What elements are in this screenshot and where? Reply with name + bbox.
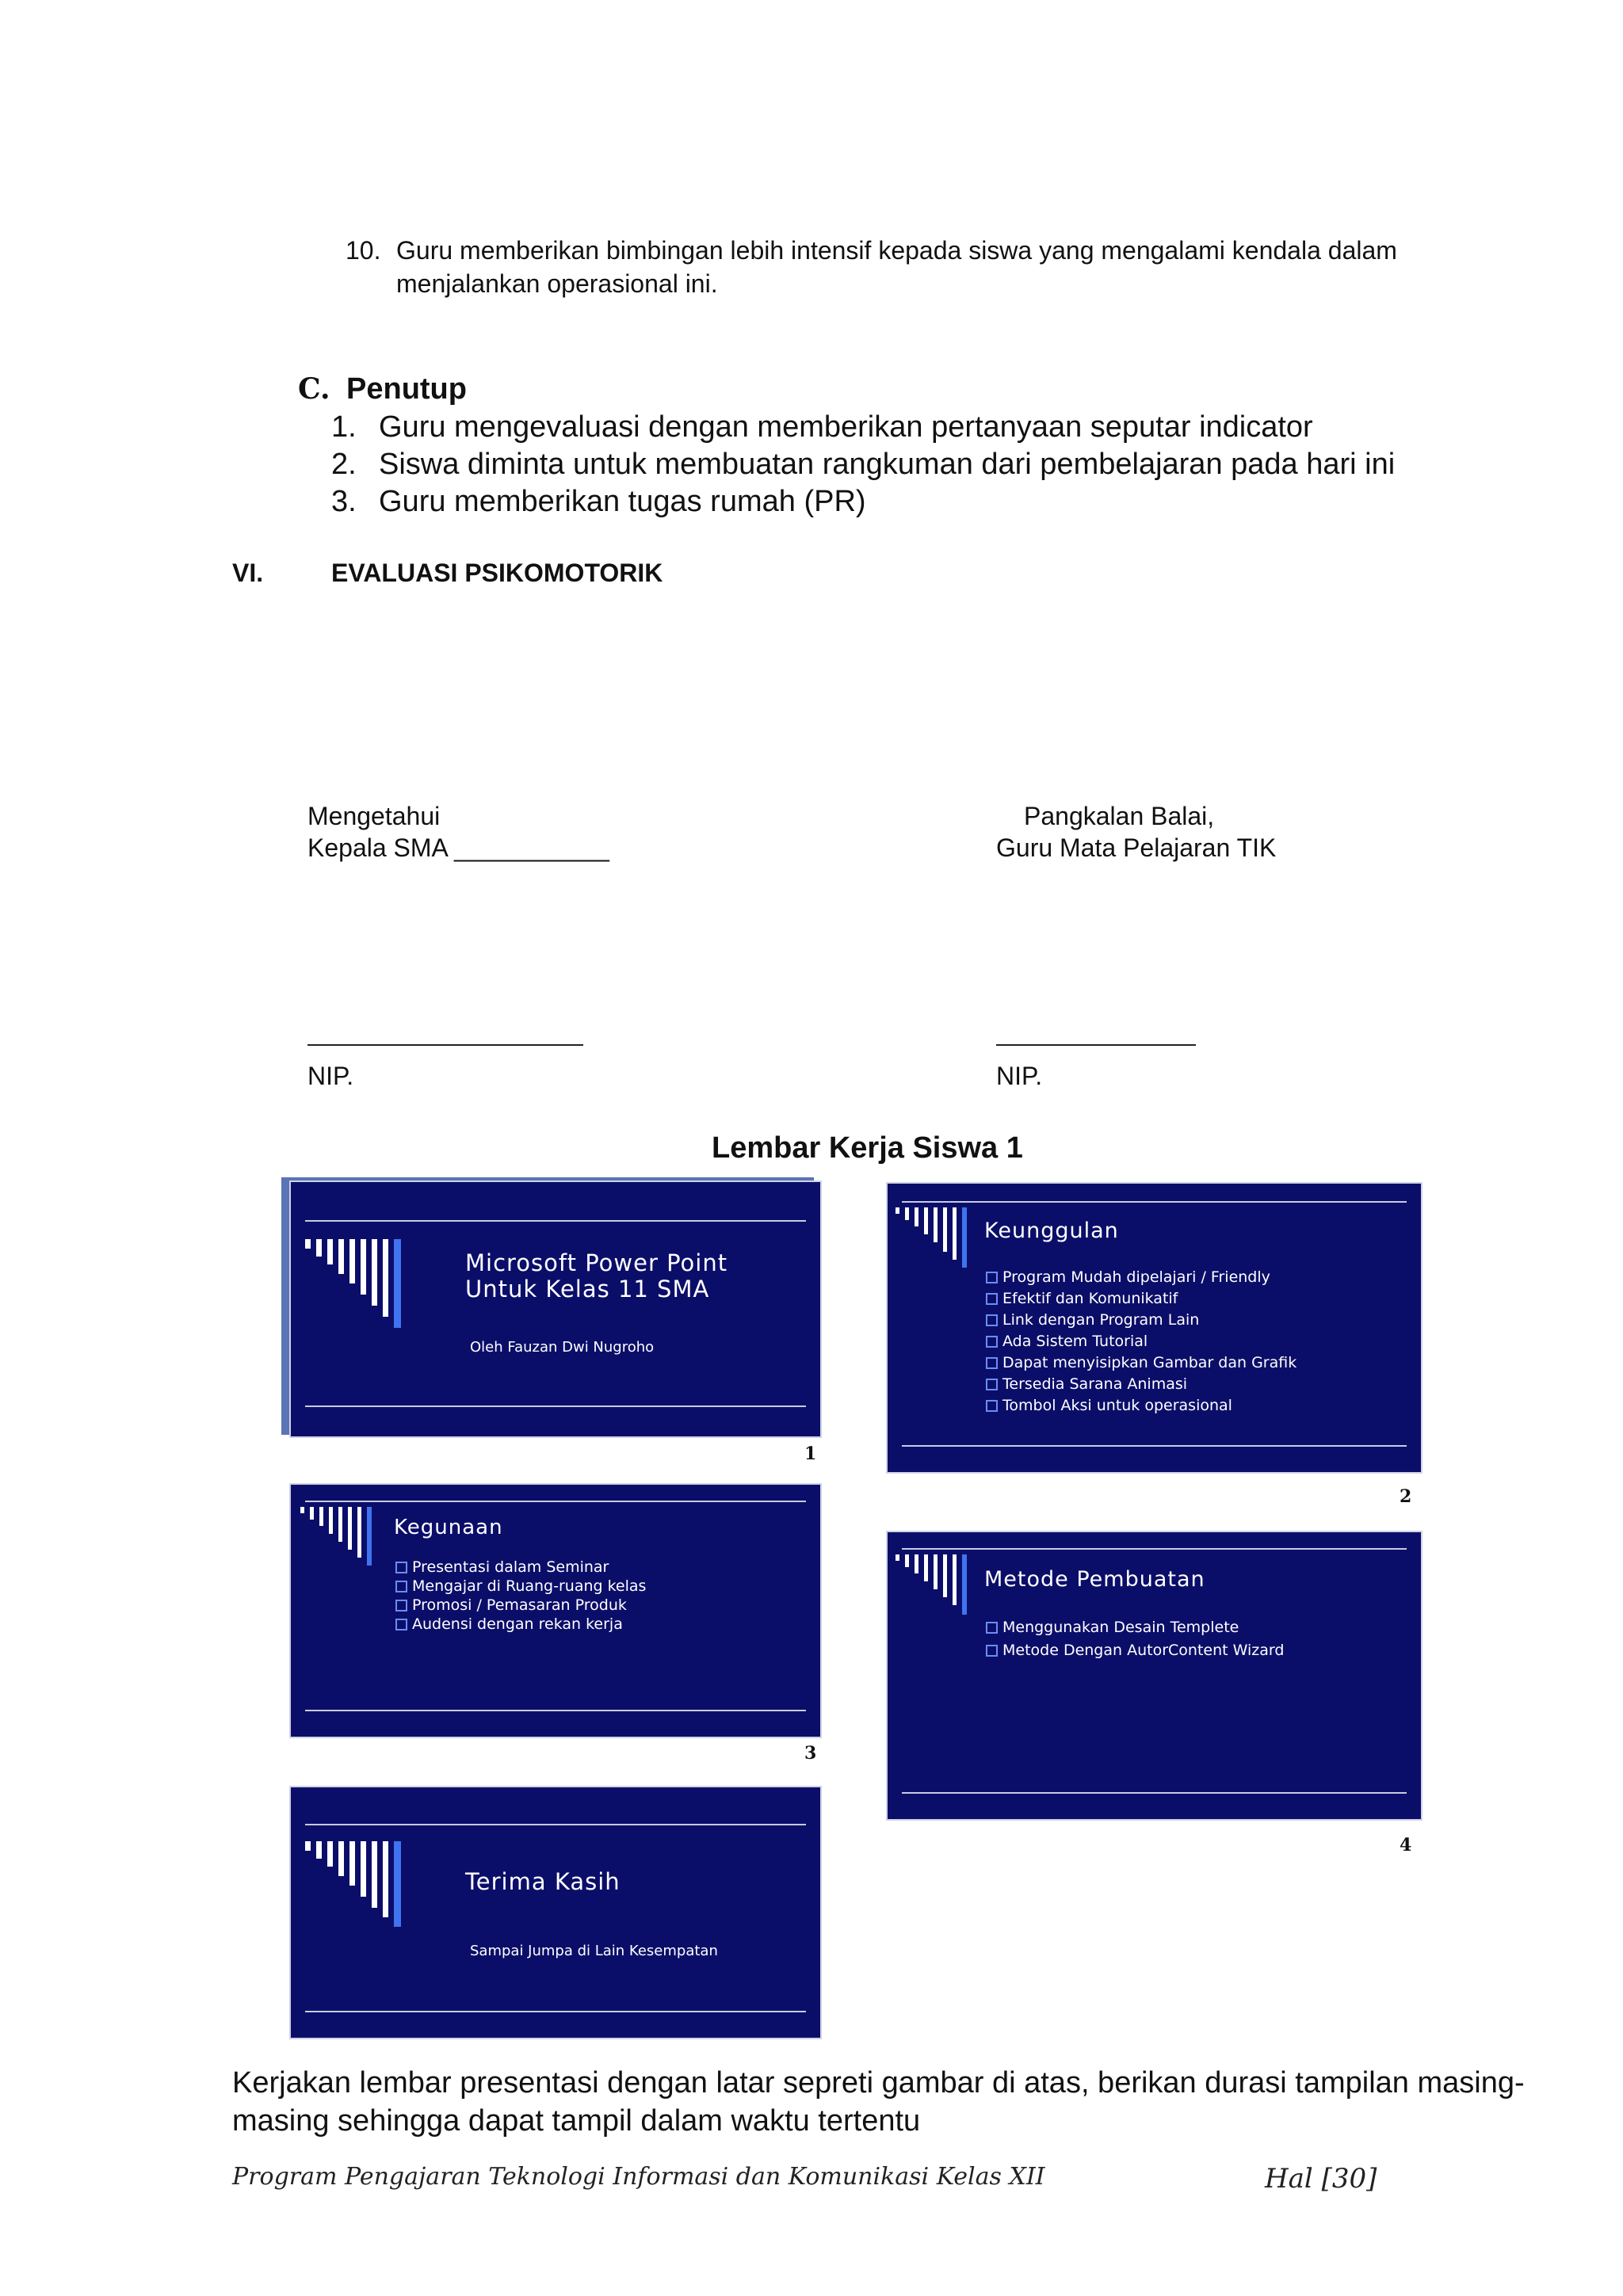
slide-4-thumbnail bbox=[886, 1531, 1423, 1821]
slide-bars-graphic bbox=[305, 1841, 407, 1927]
penutup-title: Penutup bbox=[346, 372, 467, 406]
slide-5-title: Terima Kasih bbox=[465, 1868, 621, 1895]
slide-bars-graphic bbox=[305, 1239, 407, 1328]
slide-bars-graphic bbox=[896, 1554, 972, 1615]
slide-top-rule bbox=[305, 1220, 806, 1222]
checkbox-bullet-icon bbox=[395, 1619, 407, 1630]
slide-5-thumbnail bbox=[289, 1786, 822, 2039]
slide-3-number: 3 bbox=[804, 1743, 817, 1764]
section-letter: C. bbox=[298, 372, 330, 406]
list-item: Tersedia Sarana Animasi bbox=[986, 1374, 1296, 1395]
list-item: Dapat menyisipkan Gambar dan Grafik bbox=[986, 1352, 1296, 1374]
slide-1-title-line2: Untuk Kelas 11 SMA bbox=[465, 1276, 710, 1302]
list-item: Tombol Aksi untuk operasional bbox=[986, 1395, 1296, 1417]
slide-1-subtitle: Oleh Fauzan Dwi Nugroho bbox=[470, 1339, 655, 1356]
sign-right-line1: Pangkalan Balai, bbox=[1024, 802, 1215, 830]
checkbox-bullet-icon bbox=[395, 1581, 407, 1592]
sign-left-line2: Kepala SMA ___________ bbox=[307, 833, 609, 862]
footer-page-number: Hal [30] bbox=[1265, 2163, 1377, 2195]
checkbox-bullet-icon bbox=[986, 1622, 998, 1634]
sign-right-underline bbox=[996, 1044, 1196, 1046]
slide-3-thumbnail bbox=[289, 1483, 822, 1738]
penutup-item-1-number: 1. bbox=[331, 410, 357, 444]
list-item: Audensi dengan rekan kerja bbox=[395, 1615, 646, 1634]
slide-bottom-rule bbox=[305, 1710, 806, 1711]
step-10-line1: Guru memberikan bimbingan lebih intensif kepada siswa yang mengalami kendala dalam bbox=[396, 236, 1397, 265]
list-item: Presentasi dalam Seminar bbox=[395, 1558, 646, 1577]
checkbox-bullet-icon bbox=[986, 1379, 998, 1390]
slide-4-list bbox=[986, 1616, 1284, 1662]
instruction-line2: masing sehingga dapat tampil dalam waktu tertentu bbox=[232, 2104, 921, 2138]
slide-2-thumbnail bbox=[886, 1182, 1423, 1474]
checkbox-bullet-icon bbox=[986, 1272, 998, 1283]
slide-3-title: Kegunaan bbox=[394, 1516, 503, 1539]
sign-left-nip: NIP. bbox=[307, 1062, 354, 1090]
slide-top-rule bbox=[305, 1824, 806, 1825]
checkbox-bullet-icon bbox=[986, 1645, 998, 1657]
slide-bottom-rule bbox=[902, 1792, 1407, 1794]
slide-bars-graphic bbox=[300, 1507, 377, 1566]
list-item: Promosi / Pemasaran Produk bbox=[395, 1596, 646, 1615]
slide-bars-graphic bbox=[896, 1207, 972, 1268]
checkbox-bullet-icon bbox=[986, 1336, 998, 1348]
penutup-item-2-text: Siswa diminta untuk membuatan rangkuman dari pembelajaran pada hari ini bbox=[379, 448, 1396, 481]
step-10-number: 10. bbox=[346, 236, 381, 265]
list-item: Efektif dan Komunikatif bbox=[986, 1288, 1296, 1310]
slide-bottom-rule bbox=[305, 2011, 806, 2012]
section-6-title: EVALUASI PSIKOMOTORIK bbox=[331, 559, 663, 587]
list-item: Link dengan Program Lain bbox=[986, 1310, 1296, 1331]
sign-right-nip: NIP. bbox=[996, 1062, 1043, 1090]
slide-5-subtitle: Sampai Jumpa di Lain Kesempatan bbox=[470, 1943, 718, 1959]
penutup-item-1-text: Guru mengevaluasi dengan memberikan pertanyaan seputar indicator bbox=[379, 410, 1313, 444]
sign-left-underline bbox=[307, 1044, 583, 1046]
slide-top-rule bbox=[902, 1548, 1407, 1550]
list-item: Metode Dengan AutorContent Wizard bbox=[986, 1639, 1284, 1662]
slide-3-list bbox=[395, 1558, 646, 1634]
sign-right-line2: Guru Mata Pelajaran TIK bbox=[996, 833, 1277, 862]
list-item: Mengajar di Ruang-ruang kelas bbox=[395, 1577, 646, 1596]
footer-program-title: Program Pengajaran Teknologi Informasi dan Komunikasi Kelas XII bbox=[232, 2163, 1045, 2191]
checkbox-bullet-icon bbox=[395, 1600, 407, 1611]
penutup-item-2-number: 2. bbox=[331, 448, 357, 481]
slide-1-title-line1: Microsoft Power Point bbox=[465, 1249, 728, 1276]
list-item: Program Mudah dipelajari / Friendly bbox=[986, 1267, 1296, 1288]
step-10-line2: menjalankan operasional ini. bbox=[396, 269, 718, 298]
slide-top-rule bbox=[902, 1201, 1407, 1203]
checkbox-bullet-icon bbox=[395, 1562, 407, 1573]
slide-2-title: Keunggulan bbox=[984, 1219, 1119, 1243]
instruction-line1: Kerjakan lembar presentasi dengan latar sepreti gambar di atas, berikan durasi tampilan masing- bbox=[232, 2066, 1525, 2100]
worksheet-title: Lembar Kerja Siswa 1 bbox=[712, 1131, 1023, 1165]
slide-1-number: 1 bbox=[804, 1444, 817, 1464]
penutup-item-3-text: Guru memberikan tugas rumah (PR) bbox=[379, 485, 866, 518]
slide-2-number: 2 bbox=[1400, 1486, 1412, 1507]
checkbox-bullet-icon bbox=[986, 1357, 998, 1369]
checkbox-bullet-icon bbox=[986, 1293, 998, 1305]
slide-bottom-rule bbox=[902, 1445, 1407, 1447]
slide-bottom-rule bbox=[305, 1405, 806, 1407]
slide-top-rule bbox=[305, 1501, 806, 1502]
slide-4-title: Metode Pembuatan bbox=[984, 1567, 1205, 1592]
checkbox-bullet-icon bbox=[986, 1314, 998, 1326]
slide-4-number: 4 bbox=[1400, 1835, 1412, 1855]
section-6-number: VI. bbox=[232, 559, 264, 587]
slide-1-thumbnail bbox=[289, 1180, 822, 1438]
sign-left-line1: Mengetahui bbox=[307, 802, 441, 830]
penutup-item-3-number: 3. bbox=[331, 485, 357, 518]
slide-2-list bbox=[986, 1267, 1296, 1417]
list-item: Ada Sistem Tutorial bbox=[986, 1331, 1296, 1352]
list-item: Menggunakan Desain Templete bbox=[986, 1616, 1284, 1639]
checkbox-bullet-icon bbox=[986, 1400, 998, 1412]
